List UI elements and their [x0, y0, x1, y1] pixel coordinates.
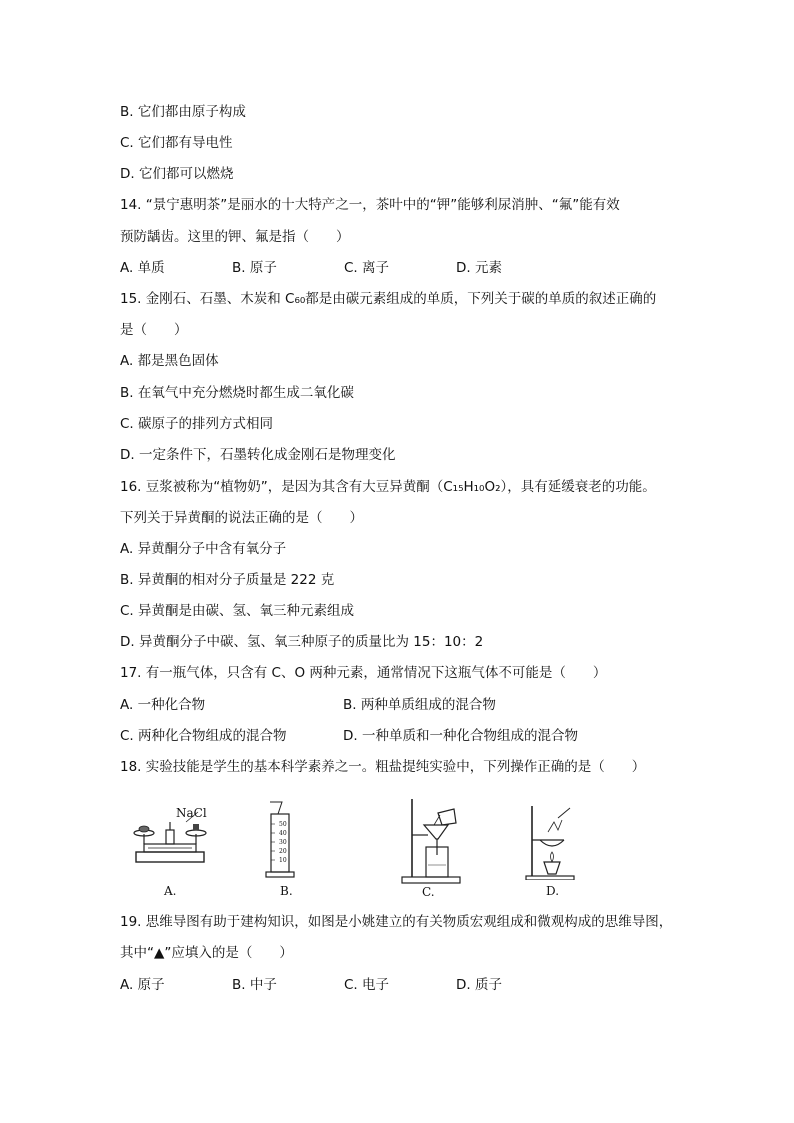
nacl-label: NaCl [176, 806, 207, 820]
cylinder-tick-20: 20 [279, 848, 287, 855]
q14-stem-line2: 预防龋齿。这里的钾、氟是指（ ） [120, 229, 350, 245]
q19-stem-line1: 19. 思维导图有助于建构知识，如图是小姚建立的有关物质宏观组成和微观构成的思维导图， [120, 914, 673, 930]
figure-label-c: C. [422, 885, 435, 899]
q16-option-a: A. 异黄酮分子中含有氧分子 [120, 541, 287, 557]
q14-option-a: A. 单质 [120, 260, 165, 276]
q14-option-b: B. 原子 [232, 260, 277, 276]
q16-option-c: C. 异黄酮是由碳、氢、氧三种元素组成 [120, 603, 355, 619]
q18-stem: 18. 实验技能是学生的基本科学素养之一。粗盐提纯实验中，下列操作正确的是（ ） [120, 759, 646, 775]
q19-option-b: B. 中子 [232, 977, 277, 993]
evaporation-drawing [522, 800, 582, 880]
q16-option-b: B. 异黄酮的相对分子质量是 222 克 [120, 572, 335, 588]
q15-stem-line2: 是（ ） [120, 322, 188, 338]
cylinder-tick-50: 50 [279, 821, 287, 828]
q19-option-d: D. 质子 [456, 977, 502, 993]
q14-option-d: D. 元素 [456, 260, 502, 276]
q15-option-b: B. 在氧气中充分燃烧时都生成二氧化碳 [120, 385, 354, 401]
q17-option-d: D. 一种单质和一种化合物组成的混合物 [343, 728, 578, 744]
q16-stem-line1: 16. 豆浆被称为“植物奶”，是因为其含有大豆异黄酮（C₁₅H₁₀O₂），具有延缓衰老的功能。 [120, 479, 656, 495]
figure-label-b: B. [280, 884, 293, 898]
balance-figure [130, 800, 210, 898]
q17-stem: 17. 有一瓶气体，只含有 C、O 两种元素，通常情况下这瓶气体不可能是（ ） [120, 665, 607, 681]
filtration-drawing [398, 795, 468, 885]
prev-option-c: C. 它们都有导电性 [120, 135, 233, 151]
q14-option-c: C. 离子 [344, 260, 390, 276]
q19-option-a: A. 原子 [120, 977, 165, 993]
cylinder-figure [262, 800, 302, 898]
q16-option-d: D. 异黄酮分子中碳、氢、氧三种原子的质量比为 15：10：2 [120, 634, 484, 650]
q16-stem-line2: 下列关于异黄酮的说法正确的是（ ） [120, 510, 363, 526]
q17-option-a: A. 一种化合物 [120, 697, 206, 713]
figure-label-a: A. [164, 884, 177, 898]
q19-option-c: C. 电子 [344, 977, 390, 993]
q14-stem-line1: 14. “景宁惠明茶”是丽水的十大特产之一，茶叶中的“钾”能够利尿消肿、“氟”能有效 [120, 197, 620, 213]
figure-label-d: D. [546, 884, 560, 898]
cylinder-tick-40: 40 [279, 830, 287, 837]
q19-stem-line2: 其中“▲”应填入的是（ ） [120, 945, 293, 961]
prev-option-d: D. 它们都可以燃烧 [120, 166, 234, 182]
evaporation-figure [522, 800, 582, 898]
prev-option-b: B. 它们都由原子构成 [120, 104, 246, 120]
q15-option-d: D. 一定条件下，石墨转化成金刚石是物理变化 [120, 447, 396, 463]
cylinder-tick-10: 10 [279, 857, 287, 864]
q17-option-c: C. 两种化合物组成的混合物 [120, 728, 287, 744]
q15-stem-line1: 15. 金刚石、石墨、木炭和 C₆₀都是由碳元素组成的单质，下列关于碳的单质的叙述正确的 [120, 291, 657, 307]
q15-option-c: C. 碳原子的排列方式相同 [120, 416, 274, 432]
q15-option-a: A. 都是黑色固体 [120, 353, 219, 369]
q17-option-b: B. 两种单质组成的混合物 [343, 697, 496, 713]
cylinder-tick-30: 30 [279, 839, 287, 846]
filtration-figure [398, 795, 468, 899]
